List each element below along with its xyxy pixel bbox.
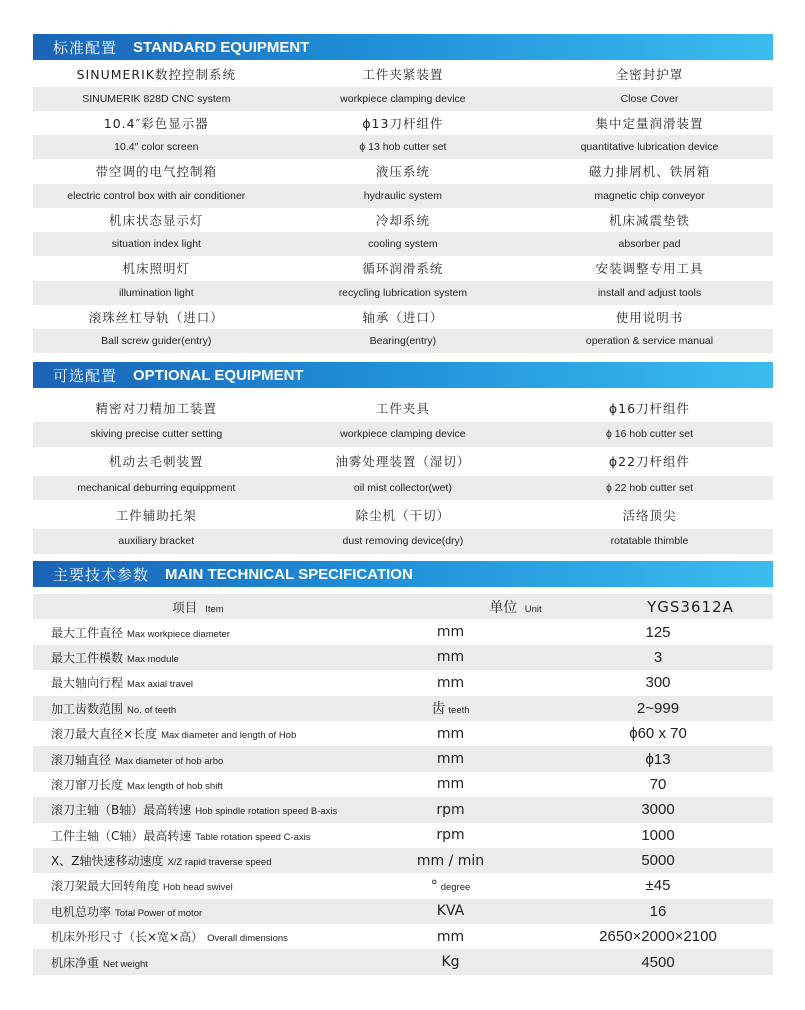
standard-equipment-banner (33, 34, 773, 60)
spec-item-cn: 机床外形尺寸（长×宽×高） (51, 930, 204, 945)
spec-value: 3 (653, 648, 663, 666)
standard-equipment-cell: SINUMERIK数控控制系统 (76, 67, 236, 83)
standard-equipment-cell: 带空调的电气控制箱 (95, 164, 218, 180)
spec-row (33, 873, 773, 898)
optional-equipment-cell: 工件辅助托架 (115, 507, 197, 523)
standard-equipment-row (33, 281, 773, 305)
standard-equipment-cell: SINUMERIK 828D CNC system (82, 92, 231, 105)
spec-item (33, 903, 363, 920)
spec-unit (358, 853, 543, 869)
optional-equipment-row (33, 422, 773, 447)
spec-item (33, 954, 363, 971)
standard-equipment-grid (33, 62, 773, 353)
standard-equipment-cell: 使用说明书 (615, 309, 684, 325)
standard-equipment-cell: 10.4″ color screen (114, 141, 199, 153)
spec-unit-value: rpm (436, 801, 465, 818)
spec-value: 5000 (641, 852, 675, 870)
spec-item-cn: 电机总功率 (51, 904, 112, 919)
spec-unit-value: ° (430, 877, 438, 894)
spec-item (33, 801, 363, 818)
spec-value: 1000 (641, 826, 675, 844)
spec-unit-value: 齿 (431, 701, 446, 718)
spec-item-en: Overall dimensions (207, 933, 288, 945)
standard-equipment-cell: 磁力排屑机、铁屑箱 (588, 164, 711, 180)
spec-item-cn: X、Z轴快速移动速度 (51, 854, 164, 869)
spec-item-en: Hob spindle rotation speed B-axis (195, 806, 338, 818)
spec-item (33, 852, 363, 869)
standard-equipment-row (33, 62, 773, 87)
spec-item (33, 928, 363, 945)
spec-row (33, 696, 773, 721)
standard-equipment-cell: 冷却系统 (375, 212, 430, 228)
optional-equipment-row (33, 393, 773, 422)
standard-equipment-row (33, 256, 773, 281)
spec-item-en: Max length of hob shift (127, 780, 223, 792)
optional-equipment-banner (33, 362, 773, 388)
spec-item (33, 624, 363, 641)
spec-unit-en: degree (440, 881, 471, 893)
spec-item (33, 649, 363, 666)
standard-equipment-cell: quantitative lubrication device (580, 141, 719, 153)
spec-unit (358, 751, 543, 767)
spec-unit-value: mm (436, 649, 465, 666)
optional-equipment-cell: oil mist collector(wet) (353, 481, 452, 494)
spec-unit (358, 624, 543, 640)
optional-equipment-cell: 机动去毛刺装置 (109, 454, 204, 469)
spec-unit (358, 726, 543, 742)
spec-header-item-en: Item (205, 603, 224, 615)
optional-equipment-cell: auxiliary bracket (118, 535, 195, 548)
spec-banner (33, 561, 773, 587)
spec-row (33, 797, 773, 822)
optional-equipment-cell: ϕ22刀杆组件 (608, 454, 691, 469)
standard-equipment-row (33, 135, 773, 159)
standard-equipment-row (33, 208, 773, 233)
spec-unit-en: teeth (448, 705, 470, 717)
standard-equipment-cell: illumination light (118, 286, 194, 299)
spec-item-cn: 滚刀主轴（B轴）最高转速 (51, 803, 192, 818)
standard-equipment-row (33, 111, 773, 136)
spec-item-cn: 滚刀轴直径 (51, 752, 112, 767)
spec-item-cn: 滚刀架最大回转角度 (51, 879, 160, 894)
standard-equipment-cell: install and adjust tools (597, 286, 702, 299)
optional-equipment-row (33, 500, 773, 529)
spec-row (33, 619, 773, 644)
optional-equipment-cell: 活络顶尖 (622, 507, 677, 523)
standard-equipment-row (33, 305, 773, 330)
spec-value: 300 (645, 674, 671, 692)
standard-title-cn: 标准配置 (53, 38, 118, 57)
optional-equipment-cell: mechanical deburring equippment (77, 481, 236, 494)
spec-row (33, 924, 773, 949)
spec-unit (358, 776, 543, 792)
spec-item-en: Max diameter and length of Hob (161, 730, 297, 742)
standard-equipment-cell: 安装调整专用工具 (595, 261, 704, 277)
spec-item (33, 751, 363, 768)
optional-title-cn: 可选配置 (53, 366, 118, 385)
spec-value: ±45 (645, 877, 671, 895)
spec-item (33, 827, 363, 844)
spec-row (33, 645, 773, 670)
spec-header-item-cn: 项目 (172, 599, 198, 615)
spec-unit (358, 929, 543, 945)
spec-unit (358, 954, 543, 970)
optional-equipment-cell: skiving precise cutter setting (90, 428, 223, 441)
spec-value: 4500 (641, 953, 675, 971)
optional-equipment-grid (33, 393, 773, 554)
spec-value: 2650×2000×2100 (599, 928, 717, 946)
spec-value: 125 (645, 623, 671, 641)
spec-item (33, 700, 363, 717)
standard-equipment-cell: Bearing(entry) (369, 335, 437, 347)
optional-equipment-row (33, 447, 773, 476)
spec-value: 2~999 (636, 699, 680, 717)
spec-item (33, 877, 363, 894)
standard-equipment-cell: absorber pad (618, 238, 681, 250)
spec-unit-value: mm (436, 674, 465, 691)
spec-item-en: Max axial travel (127, 679, 194, 691)
spec-unit-value: mm (436, 751, 465, 768)
standard-equipment-row (33, 232, 773, 256)
spec-item-cn: 滚刀最大直径×长度 (51, 727, 158, 742)
spec-row (33, 899, 773, 924)
spec-item-cn: 最大工件直径 (51, 625, 124, 640)
standard-equipment-row (33, 329, 773, 353)
spec-unit (358, 903, 543, 919)
spec-unit-value: Kg (441, 954, 460, 971)
spec-row (33, 670, 773, 695)
standard-title-en: STANDARD EQUIPMENT (133, 38, 310, 56)
standard-equipment-cell: situation index light (111, 238, 201, 250)
spec-row (33, 848, 773, 873)
optional-equipment-row (33, 529, 773, 554)
standard-equipment-cell: electric control box with air conditioner (67, 189, 246, 202)
spec-unit (358, 698, 543, 718)
standard-equipment-cell: 机床状态显示灯 (109, 212, 204, 228)
optional-equipment-cell: 除尘机（干切） (355, 507, 451, 523)
spec-item-cn: 最大轴向行程 (51, 676, 124, 691)
spec-row (33, 772, 773, 797)
optional-equipment-cell: 工件夹具 (375, 400, 430, 416)
optional-equipment-cell: workpiece clamping device (340, 428, 466, 441)
optional-equipment-cell: ϕ 16 hob cutter set (605, 428, 693, 441)
spec-value: 70 (649, 775, 667, 793)
spec-item-en: Max module (127, 653, 179, 665)
optional-equipment-cell: ϕ 22 hob cutter set (605, 481, 693, 494)
spec-unit-value: mm (436, 624, 465, 641)
standard-equipment-cell: cooling system (368, 238, 438, 250)
spec-item-cn: 工件主轴（C轴）最高转速 (51, 828, 192, 843)
spec-title-en: MAIN TECHNICAL SPECIFICATION (165, 565, 413, 583)
spec-value: 3000 (641, 801, 675, 819)
spec-item-cn: 机床净重 (51, 955, 100, 970)
spec-row (33, 823, 773, 848)
spec-unit-value: mm (436, 725, 465, 742)
optional-title-en: OPTIONAL EQUIPMENT (133, 366, 304, 384)
standard-equipment-cell: 10.4″彩色显示器 (103, 115, 209, 131)
spec-unit-value: mm (436, 776, 465, 793)
spec-unit-value: rpm (436, 827, 465, 844)
spec-item (33, 725, 363, 742)
standard-equipment-cell: 循环润滑系统 (362, 261, 444, 277)
spec-value: ϕ13 (645, 750, 671, 768)
spec-value: 16 (649, 902, 667, 920)
spec-unit-value: mm / min (416, 852, 485, 869)
spec-item-cn: 加工齿数范围 (51, 701, 124, 716)
standard-equipment-cell: 全密封护罩 (615, 67, 684, 83)
standard-equipment-row (33, 159, 773, 184)
spec-item-en: Total Power of motor (115, 907, 203, 919)
spec-item-en: Hob head swivel (163, 882, 233, 894)
standard-equipment-cell: Close Cover (620, 92, 679, 105)
spec-value: ϕ60 x 70 (629, 725, 687, 743)
spec-item (33, 776, 363, 793)
spec-item-en: Table rotation speed C-axis (195, 831, 311, 843)
spec-unit-value: mm (436, 928, 465, 945)
spec-item-en: Max diameter of hob arbo (115, 755, 224, 767)
standard-equipment-cell: operation & service manual (585, 335, 714, 347)
spec-unit (358, 827, 543, 843)
standard-equipment-cell: ϕ 13 hob cutter set (359, 141, 447, 153)
standard-equipment-cell: 滚珠丝杠导轨（进口） (88, 309, 224, 325)
standard-equipment-cell: workpiece clamping device (340, 92, 466, 105)
spec-unit-value: KVA (436, 903, 465, 920)
spec-item (33, 674, 363, 691)
spec-item-en: No. of teeth (127, 704, 177, 716)
spec-header-model: YGS3612A (647, 597, 734, 616)
standard-equipment-cell: 机床照明灯 (122, 261, 191, 277)
standard-equipment-row (33, 184, 773, 208)
spec-item-en: Net weight (103, 958, 148, 970)
standard-equipment-cell: 机床减震垫铁 (608, 212, 690, 228)
spec-unit (358, 675, 543, 691)
spec-row (33, 721, 773, 746)
optional-equipment-cell: 精密对刀精加工装置 (95, 400, 218, 416)
standard-equipment-cell: 液压系统 (375, 164, 430, 180)
spec-unit (358, 649, 543, 665)
optional-equipment-cell: 油雾处理装置（湿切） (335, 454, 471, 469)
optional-equipment-row (33, 476, 773, 501)
standard-equipment-row (33, 87, 773, 111)
standard-equipment-cell: hydraulic system (363, 189, 442, 202)
spec-header-unit (423, 597, 608, 617)
spec-header-row (33, 594, 773, 619)
spec-unit (358, 878, 543, 894)
standard-equipment-cell: 轴承（进口） (362, 309, 444, 325)
spec-header-unit-cn: 单位 (489, 599, 518, 616)
spec-item-en: X/Z rapid traverse speed (167, 857, 272, 869)
spec-header-item (33, 598, 363, 616)
spec-table (33, 594, 773, 975)
optional-equipment-cell: ϕ16刀杆组件 (608, 400, 691, 416)
spec-row (33, 949, 773, 974)
standard-equipment-cell: 集中定量润滑装置 (595, 115, 704, 131)
spec-unit (358, 802, 543, 818)
spec-item-cn: 滚刀窜刀长度 (51, 777, 124, 792)
standard-equipment-cell: Ball screw guider(entry) (101, 335, 212, 347)
spec-item-en: Max workpiece diameter (127, 628, 230, 640)
spec-header-unit-en: Unit (524, 603, 542, 615)
spec-row (33, 746, 773, 771)
standard-equipment-cell: 工件夹紧装置 (362, 67, 444, 83)
spec-item-cn: 最大工件模数 (51, 650, 124, 665)
spec-title-cn: 主要技术参数 (53, 565, 150, 584)
standard-equipment-cell: magnetic chip conveyor (594, 189, 705, 202)
standard-equipment-cell: ϕ13刀杆组件 (362, 115, 444, 131)
optional-equipment-cell: dust removing device(dry) (342, 535, 464, 548)
standard-equipment-cell: recycling lubrication system (338, 286, 468, 299)
optional-equipment-cell: rotatable thimble (610, 535, 689, 548)
